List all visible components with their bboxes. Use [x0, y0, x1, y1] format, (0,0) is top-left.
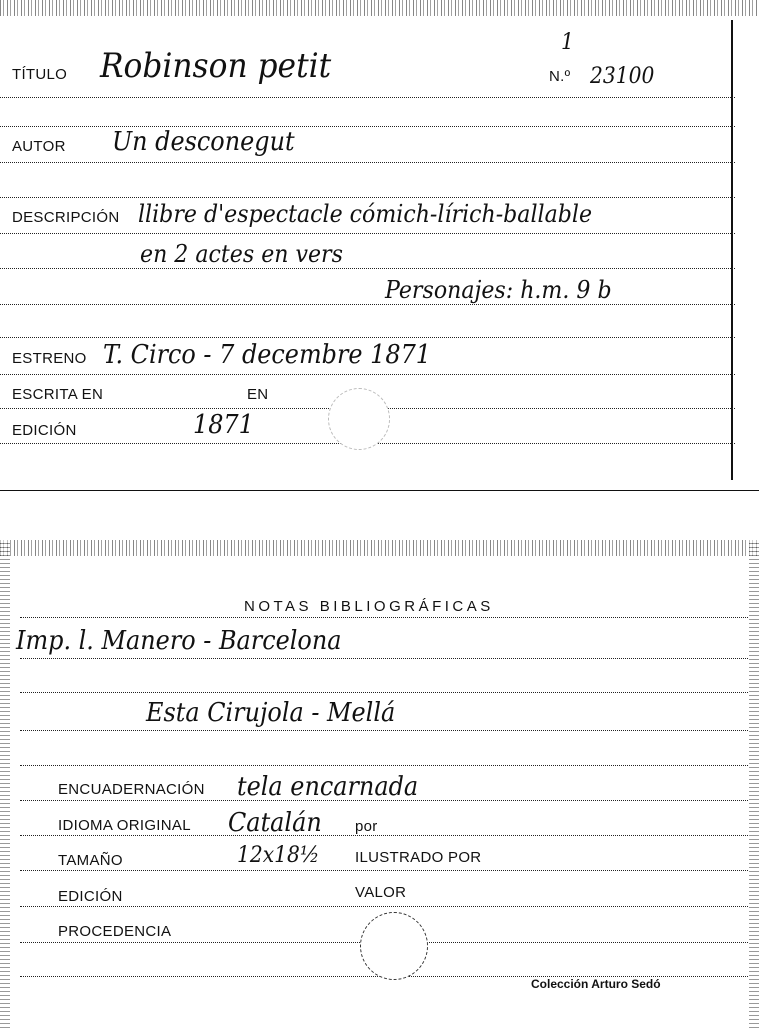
rule: [20, 617, 748, 618]
ilustrado-label: ILUSTRADO POR: [355, 849, 482, 866]
card-border-right: [731, 20, 733, 480]
scan-noise-right: [749, 540, 759, 1028]
escrita-label: ESCRITA EN: [12, 386, 104, 403]
scan-noise-top: [0, 0, 759, 16]
titulo-value: Robinson petit: [100, 46, 332, 86]
rule: [20, 835, 748, 836]
rule: [20, 906, 748, 907]
rule: [0, 304, 735, 305]
scan-noise-top: [0, 540, 759, 556]
titulo-label: TÍTULO: [12, 66, 68, 83]
encuadernacion-label: ENCUADERNACIÓN: [58, 781, 205, 798]
personajes-value: Personajes: h.m. 9 b: [385, 276, 612, 304]
card-bottom-edge: [0, 490, 759, 491]
rule: [20, 730, 748, 731]
catalog-card-front: [0, 0, 759, 492]
rule: [20, 658, 748, 659]
estreno-label: ESTRENO: [12, 350, 87, 367]
rule: [20, 765, 748, 766]
rule: [0, 197, 735, 198]
numero-value: 23100: [590, 64, 655, 89]
rule: [20, 870, 748, 871]
idioma-label: IDIOMA ORIGINAL: [58, 817, 191, 834]
rule: [20, 800, 748, 801]
tamano-value: 12x18½: [237, 843, 320, 868]
numero-mark: 1: [561, 30, 574, 55]
descripcion-line2: en 2 actes en vers: [140, 240, 343, 268]
valor-label: VALOR: [355, 884, 407, 901]
estreno-value: T. Circo - 7 decembre 1871: [103, 340, 432, 370]
note-line2: Esta Cirujola - Mellá: [146, 698, 396, 728]
autor-value: Un desconegut: [112, 127, 295, 157]
rule-titulo: [0, 97, 735, 98]
rule-estreno: [0, 374, 735, 375]
coleccion-footer: Colección Arturo Sedó: [531, 977, 661, 991]
autor-label: AUTOR: [12, 138, 66, 155]
rule-descripcion: [0, 233, 735, 234]
rule: [0, 268, 735, 269]
edicion-label: EDICIÓN: [12, 422, 77, 439]
en-label: EN: [247, 386, 269, 403]
tamano-label: TAMAÑO: [58, 852, 123, 869]
rule: [20, 692, 748, 693]
descripcion-line1: llibre d'espectacle cómich-lírich-ballable: [138, 200, 593, 228]
notas-heading: NOTAS BIBLIOGRÁFICAS: [244, 598, 494, 615]
rule: [0, 337, 735, 338]
idioma-value: Catalán: [228, 808, 322, 838]
por-label: por: [355, 818, 378, 835]
punch-hole: [360, 912, 428, 980]
edicion-back-label: EDICIÓN: [58, 888, 123, 905]
descripcion-label: DESCRIPCIÓN: [12, 209, 120, 226]
note-line1: Imp. l. Manero - Barcelona: [16, 626, 342, 656]
edicion-value: 1871: [193, 410, 254, 440]
numero-label: N.º: [549, 68, 571, 85]
rule: [0, 126, 735, 127]
rule-autor: [0, 162, 735, 163]
catalog-card-back: [0, 540, 759, 1028]
procedencia-label: PROCEDENCIA: [58, 923, 172, 940]
encuadernacion-value: tela encarnada: [237, 772, 419, 802]
scan-noise-left: [0, 540, 10, 1028]
punch-hole: [328, 388, 390, 450]
